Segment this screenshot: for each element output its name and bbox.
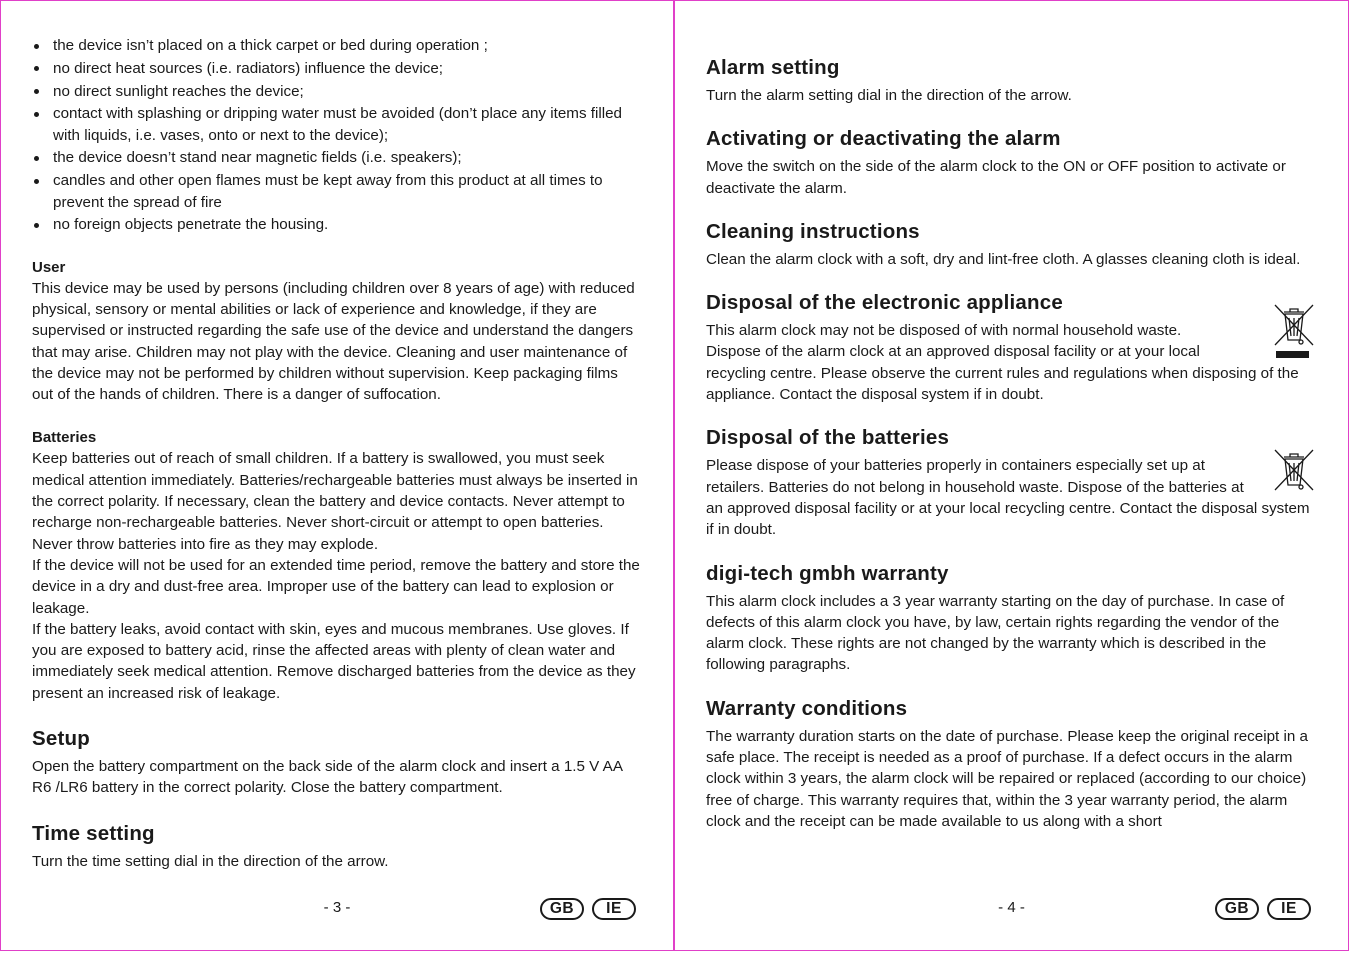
- list-item: contact with splashing or dripping water must be avoided (don’t place any items filled with liquids, i.e. vases, onto or next to the device);: [32, 103, 643, 146]
- page-number: - 4 -: [998, 899, 1025, 916]
- page-right-content: [706, 55, 1316, 832]
- warranty-text: This alarm clock includes a 3 year warranty starting on the day of purchase. In case of defects of this alarm clock you have, by law, certain rights regarding the vendor of the alarm clock. These rights are not changed by the warranty which is described in the following paragraphs.: [706, 592, 1285, 674]
- country-badge-gb: GB: [1215, 898, 1259, 920]
- warranty-heading: digi-tech gmbh warranty: [706, 561, 949, 585]
- list-item: the device isn’t placed on a thick carpet or bed during operation ;: [32, 35, 643, 56]
- activating-alarm-text: Move the switch on the side of the alarm clock to the ON or OFF position to activate or deactivate the alarm.: [706, 158, 1286, 197]
- safety-bullet-list: [32, 35, 643, 236]
- page-number: - 3 -: [323, 899, 351, 916]
- warranty-conditions-heading: Warranty conditions: [706, 696, 908, 720]
- page-left-content: [32, 35, 643, 872]
- disposal-appliance-heading: Disposal of the electronic appliance: [706, 291, 1063, 315]
- country-badge-ie: IE: [1267, 898, 1311, 920]
- cleaning-text: Clean the alarm clock with a soft, dry and lint-free cloth. A glasses cleaning cloth is ideal.: [706, 250, 1301, 268]
- warranty-conditions-text: The warranty duration starts on the date of purchase. Please keep the original receipt in a safe place. The receipt is needed as a proof of purchase. If a defect occurs in the alarm clock within 3 years, the alarm clock will be repaired or replaced (according to our choice) free of charge. This warranty requires that, within the 3 year warranty period, the alarm clock and the receipt can be made available to us along with a short: [706, 727, 1308, 830]
- batteries-paragraph: Keep batteries out of reach of small children. If a battery is swallowed, you must seek medical attention immediately. Batteries/rechargeable batteries must always be inserted in the correct polarity. If necessary, clean the battery and device contacts. Never attempt to recharge non-rechargeable batteries. Never short-circuit or attempt to open batteries. Never throw batteries into fire as they may explode.: [32, 450, 638, 553]
- crossed-out-wheelie-bin-icon: [1272, 302, 1316, 362]
- cleaning-heading: Cleaning instructions: [706, 219, 920, 243]
- time-setting-text: Turn the time setting dial in the direction of the arrow.: [32, 852, 389, 870]
- activating-alarm-heading: Activating or deactivating the alarm: [706, 127, 1061, 151]
- batteries-paragraph: If the battery leaks, avoid contact with skin, eyes and mucous membranes. Use gloves. If you are exposed to battery acid, rinse the affected areas with plenty of clean water and immediately seek medical attention. Remove discharged batteries from the device as they present an increased risk of leakage.: [32, 620, 636, 702]
- user-heading: User: [32, 258, 66, 276]
- page-left: [0, 0, 674, 951]
- list-item: candles and other open flames must be kept away from this product at all times to prevent the spread of fire: [32, 170, 643, 213]
- page-right-footer: [675, 898, 1348, 922]
- page-left-footer: [1, 898, 673, 922]
- list-item: no foreign objects penetrate the housing.: [32, 214, 643, 235]
- alarm-setting-heading: Alarm setting: [706, 56, 840, 79]
- disposal-batteries-heading: Disposal of the batteries: [706, 426, 950, 450]
- list-item: the device doesn’t stand near magnetic fields (i.e. speakers);: [32, 147, 643, 168]
- disposal-batteries-text: Please dispose of your batteries properly in containers especially set up at retailers. Batteries do not belong in household waste. Dispose of the batteries at an approved disposal facility or at your local recycling centre. Contact the disposal system if in doubt.: [706, 457, 1310, 539]
- country-badges: [540, 898, 636, 920]
- list-item: no direct heat sources (i.e. radiators) influence the device;: [32, 58, 643, 79]
- country-badge-ie: IE: [592, 898, 636, 920]
- list-item: no direct sunlight reaches the device;: [32, 81, 643, 102]
- country-badges: [1215, 898, 1311, 920]
- page-right: [674, 0, 1349, 951]
- country-badge-gb: GB: [540, 898, 584, 920]
- batteries-paragraph: If the device will not be used for an extended time period, remove the battery and store the device in a dry and dust-free area. Improper use of the battery can lead to explosion or leakage.: [32, 556, 640, 617]
- disposal-appliance-line: This alarm clock may not be disposed of with normal household waste.: [706, 322, 1182, 340]
- disposal-appliance-line: Dispose of the alarm clock at an approved disposal facility or at your local recycling centre. Please observe the current rules and regulations when disposing of the appliance. Contact the disposal system if in doubt.: [706, 343, 1299, 404]
- user-text: This device may be used by persons (including children over 8 years of age) with reduced physical, sensory or mental abilities or lack of experience and knowledge, if they are supervised or instructed regarding the safe use of the device and understand the dangers that may arise. Children may not play with the device. Cleaning and user maintenance of the device may not be performed by children without supervision. Keep packaging films out of the hands of children. There is a danger of suffocation.: [32, 279, 635, 404]
- time-setting-heading: Time setting: [32, 821, 155, 845]
- setup-text: Open the battery compartment on the back side of the alarm clock and insert a 1.5 V AA R6 /LR6 battery in the correct polarity. Close the battery compartment.: [32, 758, 623, 797]
- batteries-heading: Batteries: [32, 429, 97, 447]
- alarm-setting-text: Turn the alarm setting dial in the direction of the arrow.: [706, 87, 1072, 104]
- setup-heading: Setup: [32, 727, 90, 751]
- crossed-out-wheelie-bin-icon: [1272, 449, 1316, 495]
